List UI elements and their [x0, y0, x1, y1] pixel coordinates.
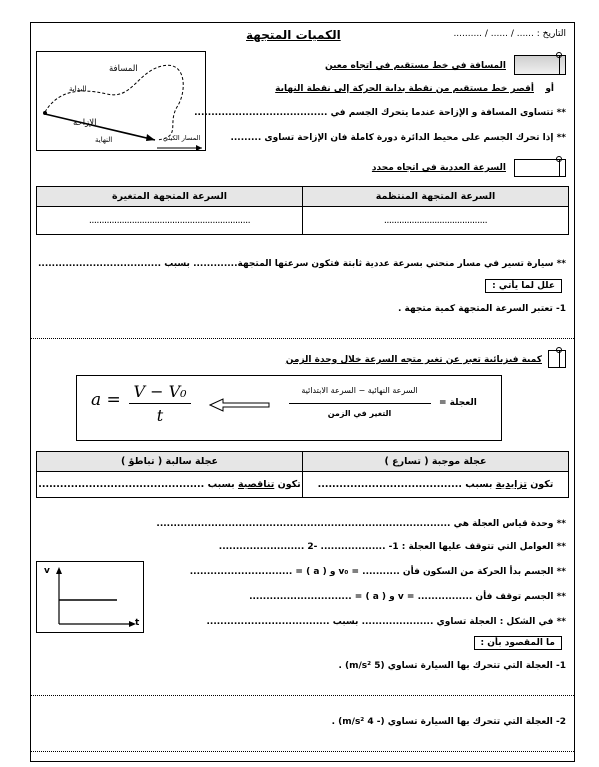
formula-numerator: السرعة النهائية − السرعة الابتدائية: [301, 386, 418, 395]
question-equal-distance: ** تتساوى المسافة و الإزاحة عندما يتحرك الجسم في .......................................: [194, 108, 566, 118]
velocity-header-uniform: السرعة المتجهة المنتظمة: [303, 187, 569, 207]
meaning-label: ما المقصود بأن :: [474, 636, 563, 650]
answer-box-velocity[interactable]: [514, 159, 566, 177]
formula-box: [76, 375, 502, 441]
worksheet-page: [30, 22, 575, 762]
question-stopped: ** الجسم توقف فأن ................ = v و ( a ) = ..............................: [249, 592, 566, 602]
path-figure: [36, 51, 206, 151]
velocity-definition: السرعة العددية في اتجاه محدد: [371, 163, 506, 173]
displacement-definition-1: المسافة في خط مستقيم في اتجاه معين: [325, 61, 506, 71]
formula-symbolic-denominator: t: [156, 406, 164, 425]
date-field: التاريخ : ...... / ...... / ..........: [453, 29, 566, 39]
velocity-table: [36, 186, 569, 235]
or-word: أو: [545, 84, 554, 94]
velocity-header-variable: السرعة المتجهة المتغيرة: [37, 187, 303, 207]
acceleration-cell-negative[interactable]: تكون تناقصية بسبب ..............................................: [37, 472, 303, 498]
question-curved-path: ** سيارة تسير في مسار منحني بسرعة عددية ثابتة فتكون سرعتها المتجهة............. بسبب ....................................: [37, 259, 566, 269]
acceleration-header-positive: عجلة موجبة ( تسارع ): [303, 452, 569, 472]
meaning-question-2: 2- العجلة التي تتحرك بها السيارة تساوي (- 4 m/s²) .: [331, 717, 566, 727]
acceleration-definition: كمية فيزيائية تعبر عن تغير متجه السرعة خلال وحدة الزمن: [285, 355, 542, 365]
answer-box-displacement[interactable]: [514, 55, 566, 75]
formula-a-symbol: a =: [91, 390, 121, 410]
formula-symbolic-numerator: V − V₀: [133, 382, 187, 401]
question-graph: ** في الشكل : العجلة تساوي ..................... بسبب ....................................: [206, 617, 566, 627]
start-point: [43, 111, 47, 115]
figure-arrow-label: المسار الكيني: [163, 134, 201, 142]
question-circle-displacement: ** إذا تحرك الجسم على محيط الدائرة دورة كاملة فان الإزاحة تساوى .........: [230, 133, 566, 143]
acceleration-header-negative: عجلة سالبة ( تباطؤ ): [37, 452, 303, 472]
displacement-definition-2: أقصر خط مستقيم من نقطة بداية الحركة إلى نقطة النهاية: [275, 84, 534, 94]
question-factors: ** العوامل التي تتوقف عليها العجلة : 1- ................... -2 .........................: [218, 542, 566, 552]
direction-arrowhead: [196, 145, 202, 151]
question-unit: ** وحدة قياس العجلة هي ......................................................................................: [156, 519, 566, 529]
figure-distance-label: المسافة: [109, 64, 138, 74]
vt-graph: [36, 561, 144, 633]
formula-bar: [289, 403, 431, 404]
page-title: الكميات المتجهة: [246, 28, 341, 42]
velocity-cell-variable[interactable]: ................................................................: [37, 207, 303, 235]
formula-denominator: التغير في الزمن: [327, 409, 392, 418]
vt-graph-y-label: v: [44, 566, 50, 576]
figure-displacement-label: الإزاحة: [73, 118, 97, 128]
displacement-arrowhead: [146, 134, 155, 141]
vt-graph-svg: [37, 562, 145, 634]
travel-path: [45, 65, 183, 140]
left-arrow-icon: [209, 398, 271, 412]
answer-line-meaning-2: [31, 751, 574, 752]
meaning-question-1: 1- العجلة التي تتحرك بها السيارة تساوي (5 m/s²) .: [338, 661, 566, 671]
acceleration-cell-positive[interactable]: تكون تزايدية بسبب ........................................: [303, 472, 569, 498]
answer-line-meaning-1: [31, 695, 574, 696]
figure-end-label: النهاية: [95, 136, 113, 144]
acceleration-table: [36, 451, 569, 498]
formula-name: العجلة =: [439, 398, 477, 408]
answer-line-explain: [31, 338, 574, 339]
formula-symbolic-bar: [129, 403, 191, 404]
explain-question-1: 1- تعتبر السرعة المتجهة كمية متجهة .: [397, 304, 566, 314]
vt-graph-x-label: t: [135, 618, 140, 628]
velocity-cell-uniform[interactable]: .........................................: [303, 207, 569, 235]
explain-label: علل لما يأتي :: [485, 279, 562, 293]
question-from-rest: ** الجسم بدأ الحركة من السكون فأن ........... = v₀ و ( a ) = ..............................: [189, 567, 566, 577]
answer-box-acceleration[interactable]: [548, 350, 566, 368]
figure-start-label: البداية: [69, 85, 87, 93]
